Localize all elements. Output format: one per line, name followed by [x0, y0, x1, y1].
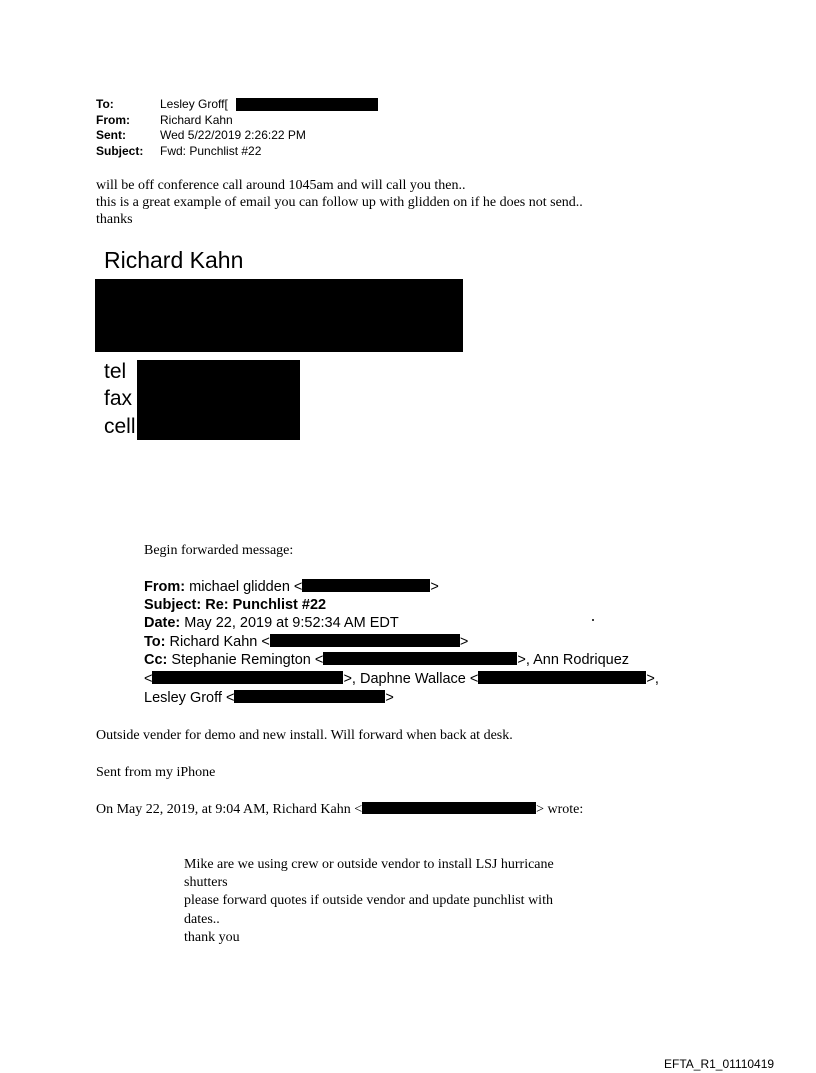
- fwd-cc-line-1: [144, 651, 629, 669]
- bates-number: EFTA_R1_01110419: [664, 1057, 775, 1071]
- redaction-cc-email-2: [152, 671, 343, 684]
- fwd-to-label: To:: [144, 634, 166, 650]
- fwd-date-line: [144, 614, 399, 632]
- fwd-to-end: >: [459, 634, 469, 650]
- redaction-cc-email-1: [323, 652, 517, 665]
- sent-label: Sent:: [96, 128, 126, 142]
- redaction-to-email: [236, 98, 378, 111]
- fwd-subject-line: [144, 596, 326, 614]
- redaction-fwd-from-email: [302, 579, 430, 592]
- quoted-line-5: thank you: [184, 930, 240, 945]
- fwd-date-label: Date:: [144, 615, 181, 631]
- on-wrote-start: On May 22, 2019, at 9:04 AM, Richard Kahn <: [96, 802, 363, 817]
- redaction-signature-phones: [137, 360, 300, 440]
- forwarded-intro: Begin forwarded message:: [144, 543, 294, 558]
- signature-fax-label: fax: [104, 387, 133, 410]
- fwd-date-value: May 22, 2019 at 9:52:34 AM EDT: [180, 615, 399, 631]
- fwd-cc-mid2: >, Daphne Wallace <: [343, 671, 479, 687]
- fwd-cc-end3: >: [385, 690, 394, 706]
- fwd-to-value: Richard Kahn <: [165, 634, 270, 650]
- fwd-cc-mid1: >, Ann Rodriquez: [517, 652, 630, 668]
- subject-row: [96, 144, 306, 160]
- message-line-3: thanks: [96, 212, 133, 227]
- stray-mark: [592, 619, 594, 621]
- from-label: From:: [96, 112, 130, 127]
- quoted-line-2: shutters: [184, 875, 228, 890]
- fwd-cc-label: Cc:: [144, 652, 168, 668]
- to-value: Lesley Groff[: [160, 97, 228, 111]
- redaction-signature-address: [95, 279, 463, 352]
- sent-row: [96, 128, 306, 144]
- fwd-from-end: >: [430, 579, 439, 595]
- subject-value: Fwd: Punchlist #22: [160, 143, 262, 158]
- quoted-line-1: Mike are we using crew or outside vendor to install LSJ hurricane: [184, 857, 554, 872]
- signature-tel-label: tel: [104, 360, 127, 383]
- reply-on-wrote-line: [96, 801, 583, 818]
- from-row: [96, 113, 306, 129]
- signature-cell-label: cell: [104, 415, 136, 438]
- to-label: To:: [96, 97, 114, 111]
- fwd-subject: Subject: Re: Punchlist #22: [144, 597, 327, 613]
- message-line-2: this is a great example of email you can follow up with glidden on if he does not send..: [96, 195, 583, 210]
- fwd-to-line: [144, 633, 468, 651]
- on-wrote-end: > wrote:: [536, 802, 584, 817]
- from-value: Richard Kahn: [160, 112, 233, 127]
- redaction-fwd-to-email: [270, 634, 460, 647]
- redaction-cc-email-3: [478, 671, 646, 684]
- quoted-line-4: dates..: [184, 912, 220, 927]
- fwd-cc-line3: Lesley Groff <: [144, 690, 235, 706]
- redaction-cc-email-4: [234, 690, 385, 703]
- fwd-cc-line-3: [144, 689, 394, 707]
- fwd-from-value: michael glidden <: [185, 579, 303, 595]
- signature-name: Richard Kahn: [104, 247, 244, 273]
- fwd-cc-line2-start: <: [144, 671, 153, 687]
- fwd-cc-value: Stephanie Remington <: [167, 652, 324, 668]
- fwd-from-label: From:: [144, 579, 186, 595]
- fwd-from-line: [144, 578, 439, 596]
- reply-sent-from: Sent from my iPhone: [96, 765, 216, 780]
- redaction-on-wrote-email: [362, 802, 536, 814]
- fwd-cc-line-2: [144, 670, 659, 688]
- sent-value: Wed 5/22/2019 2:26:22 PM: [160, 128, 306, 142]
- subject-label: Subject:: [96, 143, 144, 158]
- fwd-cc-end2: >,: [646, 671, 659, 687]
- reply-body: Outside vender for demo and new install. Will forward when back at desk.: [96, 728, 513, 743]
- quoted-line-3: please forward quotes if outside vendor and update punchlist with: [184, 893, 553, 908]
- message-line-1: will be off conference call around 1045am and will call you then..: [96, 178, 466, 193]
